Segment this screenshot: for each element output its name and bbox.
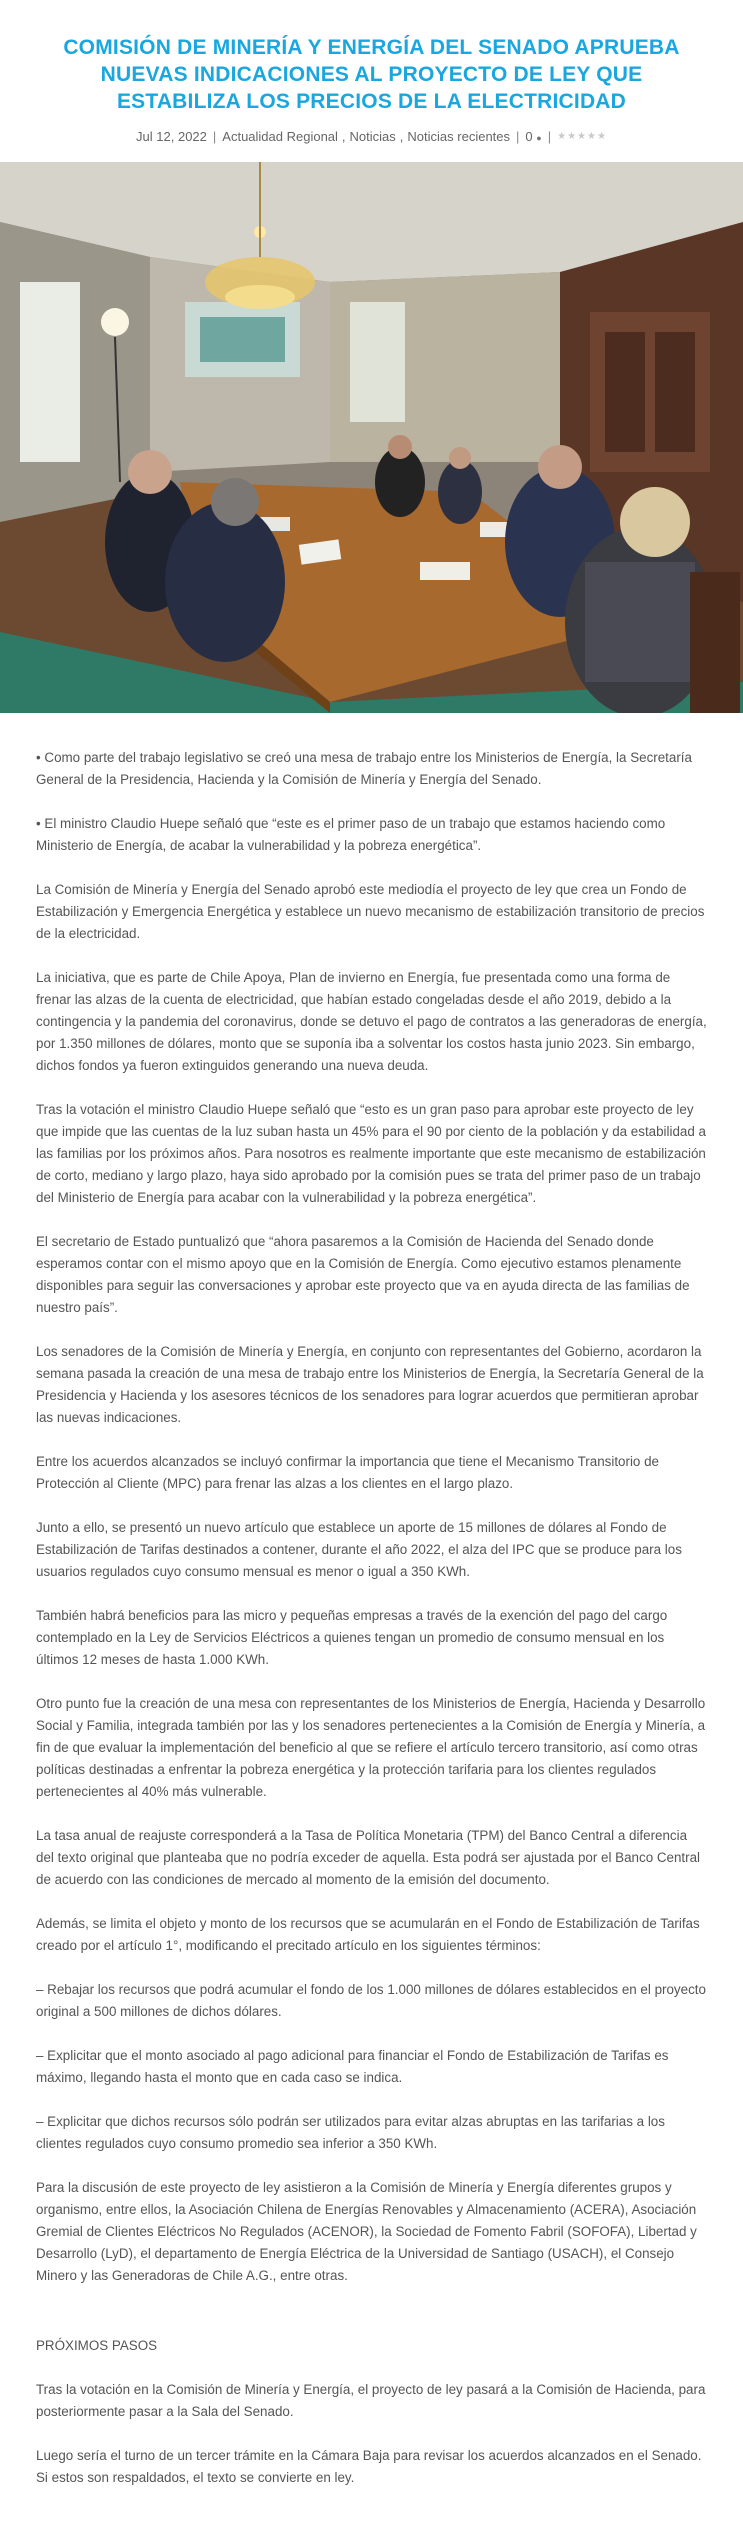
comments-link[interactable] <box>525 129 541 144</box>
rating-stars-icon: ★★★★★ <box>557 131 607 142</box>
article-paragraph: Otro punto fue la creación de una mesa con representantes de los Ministerios de Energía, Hacienda y Desarrollo Social y Familia, integrada también por las y los senadores pertenecientes a la Comisión de Energía y Minería, a fin de que evaluar la implementación del beneficio al que se refiere el artículo tercero transitorio, así como otras políticas destinadas a enfrentar la pobreza energética y la protección tarifaria para los clientes regulados pertenecientes al 40% más vulnerable. <box>36 1696 706 1799</box>
featured-image <box>0 162 743 713</box>
article-paragraph: La iniciativa, que es parte de Chile Apoya, Plan de invierno en Energía, fue presentada como una forma de frenar las alzas de la cuenta de electricidad, que habían estado congeladas desde el año 2019, debido a la contingencia y la pandemia del coronavirus, donde se detuvo el pago de contratos a las generadoras de energía, por 1.350 millones de dólares, monto que se suponía iba a solventar los costos hasta junio 2023. Sin embargo, dichos fondos ya fueron extinguidos generando una nueva deuda. <box>36 970 707 1073</box>
article-paragraph: • El ministro Claudio Huepe señaló que “este es el primer paso de un trabajo que estamos haciendo como Ministerio de Energía, de acabar la vulnerabilidad y la pobreza energética”. <box>36 816 666 853</box>
category-link-actualidad-regional[interactable]: Actualidad Regional <box>222 129 338 144</box>
post-header <box>0 0 743 162</box>
article-paragraph: La tasa anual de reajuste corresponderá a la Tasa de Política Monetaria (TPM) del Banco Central a diferencia del texto original que planteaba que no podría exceder de aquella. Esta podrá ser ajustada por el Banco Central de acuerdo con las condiciones de mercado al momento de la emisión del documento. <box>36 1828 701 1887</box>
article-paragraph: Tras la votación el ministro Claudio Huepe señaló que “esto es un gran paso para aprobar este proyecto de ley que impide que las cuentas de la luz suban hasta un 45% para el 90 por ciento de la población y da estabilidad a las familias por los próximos años. Para nosotros es realmente importante que este mecanismo de estabilización de corto, mediano y largo plazo, haya sido aprobado por la comisión pues se trata del primer paso de un trabajo del Ministerio de Energía para acabar con la vulnerabilidad y la pobreza energética”. <box>36 1102 706 1205</box>
comment-count: 0 <box>525 129 533 144</box>
article-paragraph: Para la discusión de este proyecto de ley asistieron a la Comisión de Minería y Energía diferentes grupos y organismo, entre ellos, la Asociación Chilena de Energías Renovables y Almacenamiento (ACERA), Asociación Gremial de Clientes Eléctricos No Regulados (ACENOR), la Sociedad de Fomento Fabril (SOFOFA), Libertad y Desarrollo (LyD), el departamento de Energía Eléctrica de la Universidad de Santiago (USACH), el Consejo Minero y las Generadoras de Chile A.G., entre otras. <box>36 2180 697 2283</box>
article-paragraph: Junto a ello, se presentó un nuevo artículo que establece un aporte de 15 millones de dólares al Fondo de Estabilización de Tarifas destinados a contener, durante el año 2022, el alza del IPC que se produce para los usuarios regulados cuyo consumo mensual es menor o igual a 350 KWh. <box>36 1520 682 1579</box>
article-body <box>0 713 743 2489</box>
article-paragraph: – Explicitar que dichos recursos sólo podrán ser utilizados para evitar alzas abruptas en las tarifarias a los clientes regulados cuyo consumo promedio sea inferior a 350 KWh. <box>36 2114 665 2151</box>
article-paragraph: Tras la votación en la Comisión de Minería y Energía, el proyecto de ley pasará a la Comisión de Hacienda, para posteriormente pasar a la Sala del Senado. <box>36 2382 706 2419</box>
meta-separator: | <box>547 129 552 144</box>
article-paragraph: Entre los acuerdos alcanzados se incluyó confirmar la importancia que tiene el Mecanismo Transitorio de Protección al Cliente (MPC) para frenar las alzas a los clientes en el largo plazo. <box>36 1454 659 1491</box>
article-paragraph: Luego sería el turno de un tercer trámite en la Cámara Baja para revisar los acuerdos alcanzados en el Senado. Si estos son respaldados, el texto se convierte en ley. <box>36 2448 702 2485</box>
article-paragraph: Además, se limita el objeto y monto de los recursos que se acumularán en el Fondo de Estabilización de Tarifas creado por el artículo 1°, modificando el precitado artículo en los siguientes términos: <box>36 1916 700 1953</box>
article-paragraph: • Como parte del trabajo legislativo se creó una mesa de trabajo entre los Ministerios de Energía, la Secretaría General de la Presidencia, Hacienda y la Comisión de Minería y Energía del Senado. <box>36 750 692 787</box>
meta-separator: | <box>516 129 520 144</box>
meta-separator: | <box>212 129 217 144</box>
section-heading: PRÓXIMOS PASOS <box>36 2338 158 2353</box>
post-date: Jul 12, 2022 <box>136 129 207 144</box>
article-paragraph: – Explicitar que el monto asociado al pago adicional para financiar el Fondo de Estabilización de Tarifas es máximo, llegando hasta el monto que en cada caso se indica. <box>36 2048 669 2085</box>
article-paragraph: También habrá beneficios para las micro y pequeñas empresas a través de la exención del pago del cargo contemplado en la Ley de Servicios Eléctricos a quienes tengan un promedio de consumo mensual en los últimos 12 meses de hasta 1.000 KWh. <box>36 1608 668 1667</box>
post-title: COMISIÓN DE MINERÍA Y ENERGÍA DEL SENADO APRUEBA NUEVAS INDICACIONES AL PROYECTO DE LEY QUE ESTABILIZA LOS PRECIOS DE LA ELECTRICIDAD <box>63 36 680 113</box>
comment-icon: ● <box>536 133 542 143</box>
article-paragraph: El secretario de Estado puntualizó que “ahora pasaremos a la Comisión de Hacienda del Senado donde esperamos contar con el mismo apoyo que en la Comisión de Energía. Como ejecutivo estamos plenamente disponibles para seguir las conversaciones y aprobar este proyecto que va en ayuda directa de las familias de nuestro país”. <box>36 1234 690 1315</box>
category-link-noticias-recientes[interactable]: Noticias recientes <box>407 129 511 144</box>
category-link-noticias[interactable]: Noticias <box>349 129 396 144</box>
article-paragraph: – Rebajar los recursos que podrá acumular el fondo de los 1.000 millones de dólares establecidos en el proyecto original a 500 millones de dichos dólares. <box>36 1982 706 2019</box>
article-paragraph: La Comisión de Minería y Energía del Senado aprobó este mediodía el proyecto de ley que crea un Fondo de Estabilización y Emergencia Energética y establece un nuevo mecanismo de estabilización transitorio de precios de la electricidad. <box>36 882 705 941</box>
post-meta: Jul 12, 2022 | Actualidad Regional , Noticias , Noticias recientes | 0 ● | ★★★★★ <box>136 129 607 144</box>
article-paragraph: Los senadores de la Comisión de Minería y Energía, en conjunto con representantes del Gobierno, acordaron la semana pasada la creación de una mesa de trabajo entre los Ministerios de Energía, la Secretaría General de la Presidencia y Hacienda y los asesores técnicos de los senadores para lograr acuerdos que permitieran aprobar las nuevas indicaciones. <box>36 1344 704 1425</box>
